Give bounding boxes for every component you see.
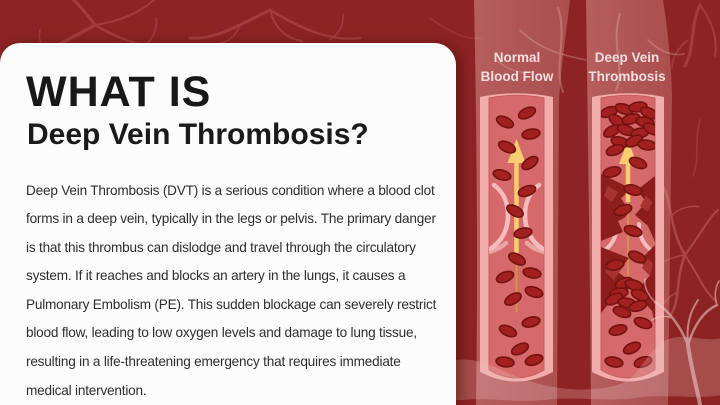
dvt-vein-illustration — [592, 93, 664, 381]
dvt-vein-label-line2: Thrombosis — [588, 69, 666, 84]
body-paragraph: Deep Vein Thrombosis (DVT) is a serious condition where a blood clot forms in a deep vein, typically in the legs or pelvis. The primary danger is that this thrombus can dislodge and travel through the circulatory system. If it reaches and blocks an artery in the lungs, it causes a Pulmonary Embolism (PE). This sudden blockage can severely restrict blood flow, leading to low oxygen levels and damage to lung tissue, resulting in a life-threatening emergency that requires immediate medical intervention. — [26, 182, 437, 398]
dvt-vein-label-line1: Deep Vein — [594, 50, 660, 65]
content-card — [0, 43, 456, 405]
normal-vein-illustration — [480, 93, 553, 381]
page-subtitle: Deep Vein Thrombosis? — [27, 118, 369, 151]
normal-vein-label-line2: Blood Flow — [480, 69, 554, 84]
normal-vein-label-line1: Normal — [493, 50, 541, 65]
page-title: WHAT IS — [26, 68, 212, 116]
